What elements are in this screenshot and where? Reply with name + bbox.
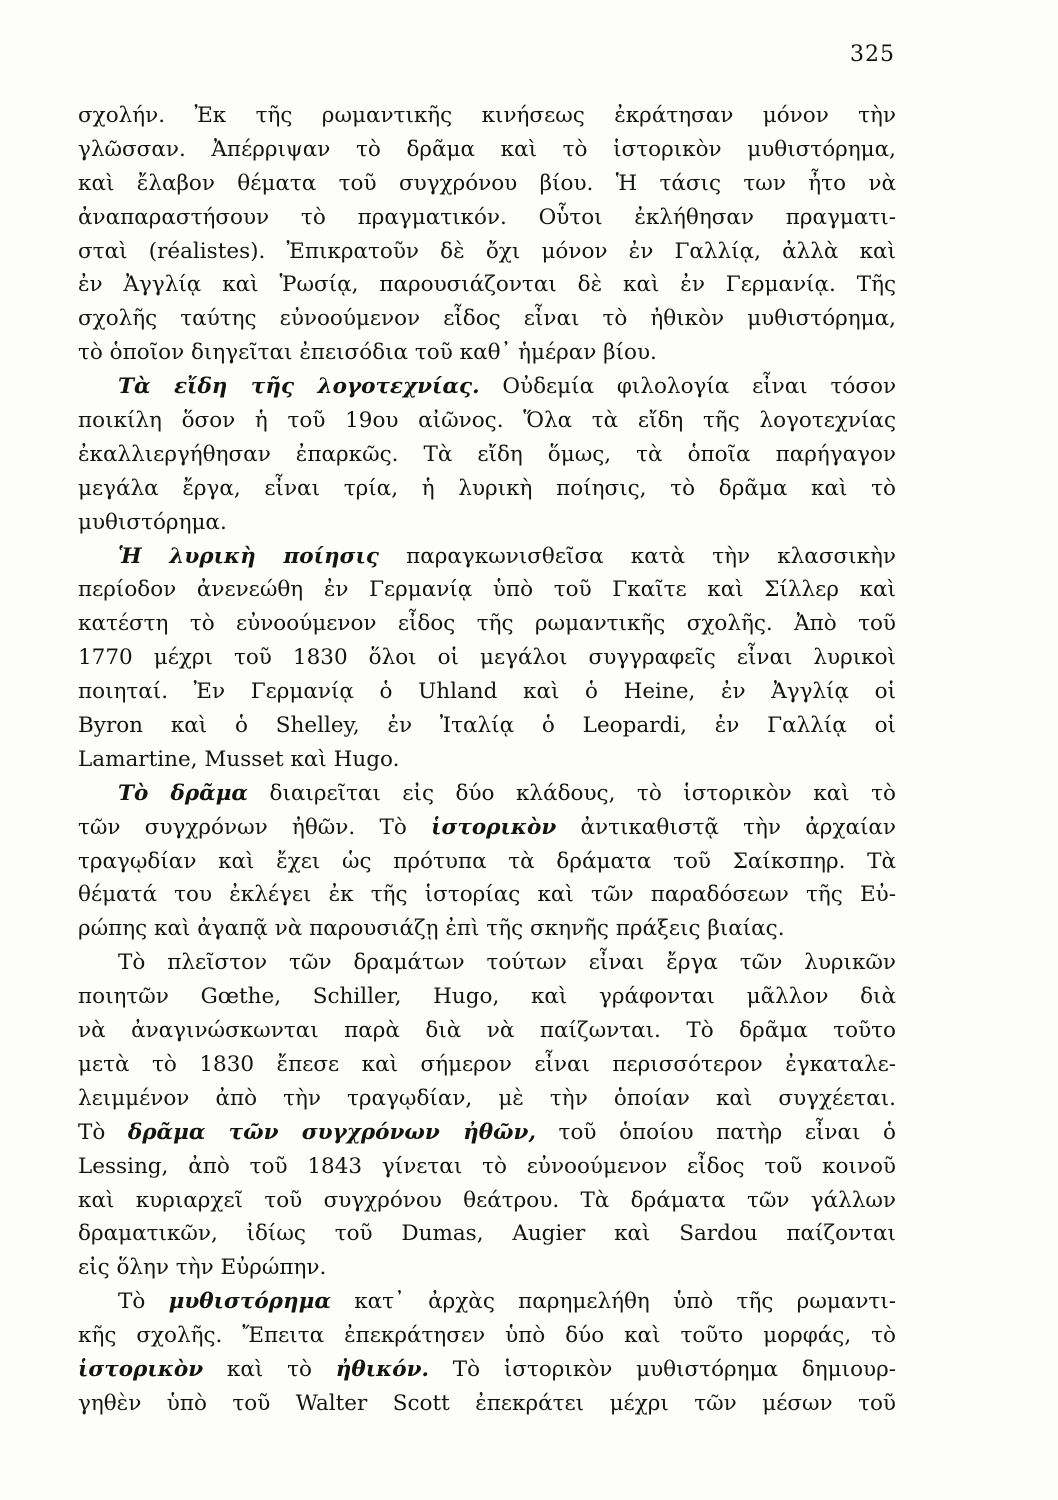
text-segment: ἐκαλλιεργήθησαν ἐπαρκῶς. Τὰ εἴδη ὅμως, τὰ ὁποῖα παρήγαγον [78,441,896,467]
text-line [78,675,896,709]
text-line [78,133,896,167]
text-segment: δραματικῶν, ἰδίως τοῦ Dumas, Augier καὶ Sardou παίζονται [78,1221,896,1247]
text-line [78,336,896,370]
text-segment: λειμμένον ἀπὸ τὴν τραγῳδίαν, μὲ τὴν ὁποίαν καὶ συγχέεται. [78,1085,896,1111]
text-segment: ἀναπαραστήσουν τὸ πραγματικόν. Οὗτοι ἐκλήθησαν πραγματι- [78,204,896,230]
text-segment: γλῶσσαν. Ἀπέρριψαν τὸ δρᾶμα καὶ τὸ ἱστορικὸν μυθιστόρημα, [78,136,896,162]
text-segment: ποικίλη ὅσον ἡ τοῦ 19ου αἰῶνος. Ὅλα τὰ εἴδη τῆς λογοτεχνίας [78,408,896,434]
text-segment: Τὸ πλεῖστον τῶν δραμάτων τούτων εἶναι ἔργα τῶν λυρικῶν [118,950,896,976]
text-line [78,1184,896,1218]
text-segment: καὶ τὸ [203,1356,336,1382]
text-segment: Τὸ [118,1289,169,1315]
emphasized-term: Τὸ δρᾶμα [118,780,248,806]
text-line [78,709,896,743]
text-line [78,641,896,675]
text-segment: σταὶ (réalistes). Ἐπικρατοῦν δὲ ὄχι μόνον ἐν Γαλλίᾳ, ἀλλὰ καὶ [78,238,896,264]
text-segment: εἰς ὅλην τὴν Εὐρώπην. [78,1255,327,1281]
text-segment: μυθιστόρημα. [78,509,227,535]
text-line [78,1251,896,1285]
text-line [78,1116,896,1150]
text-line [78,540,896,574]
text-segment: τοῦ ὁποίου πατὴρ εἶναι ὁ [535,1119,896,1145]
text-segment: ἀντικαθιστᾷ τὴν ἀρχαίαν [556,814,897,840]
text-line [78,1150,896,1184]
text-line [78,811,896,845]
emphasized-term: ἱστορικὸν [78,1356,204,1382]
text-line [78,1353,896,1387]
text-segment: ἐν Ἀγγλίᾳ καὶ Ῥωσίᾳ, παρουσιάζονται δὲ καὶ ἐν Γερμανίᾳ. Τῆς [78,272,896,298]
text-segment: 1770 μέχρι τοῦ 1830 ὅλοι οἱ μεγάλοι συγγραφεῖς εἶναι λυρικοὶ [78,645,896,671]
text-line [78,1082,896,1116]
text-segment: καὶ κυριαρχεῖ τοῦ συγχρόνου θεάτρου. Τὰ δράματα τῶν γάλλων [78,1187,896,1213]
body-text [78,99,896,1421]
text-line [78,506,896,540]
text-segment: ρώπης καὶ ἀγαπᾷ νὰ παρουσιάζῃ ἐπὶ τῆς σκηνῆς πράξεις βιαίας. [78,916,785,942]
text-segment: Lamartine, Musset καὶ Hugo. [78,746,400,772]
text-line [78,1387,896,1421]
text-segment: διαιρεῖται εἰς δύο κλάδους, τὸ ἱστορικὸν καὶ τὸ [247,780,897,806]
text-line [78,302,896,336]
emphasized-term: δρᾶμα τῶν συγχρόνων ἠθῶν, [127,1119,536,1145]
text-line [78,573,896,607]
text-segment: Τὸ [78,1119,128,1145]
text-segment: τραγῳδίαν καὶ ἔχει ὡς πρότυπα τὰ δράματα τοῦ Σαίκσπηρ. Τὰ [78,848,896,874]
text-line [78,438,896,472]
text-segment: κατέστη τὸ εὐνοούμενον εἶδος τῆς ρωμαντικῆς σχολῆς. Ἀπὸ τοῦ [78,611,896,637]
text-segment: μεγάλα ἔργα, εἶναι τρία, ἡ λυρικὴ ποίησις, τὸ δρᾶμα καὶ τὸ [78,475,896,501]
text-line [78,1319,896,1353]
page-number: 325 [850,42,895,67]
text-segment: σχολῆς ταύτης εὐνοούμενον εἶδος εἶναι τὸ ἠθικὸν μυθιστόρημα, [78,306,896,332]
text-line [78,167,896,201]
text-segment: Οὐδεμία φιλολογία εἶναι τόσον [479,374,897,400]
text-line [78,878,896,912]
emphasized-term: Τὰ εἴδη τῆς λογοτεχνίας. [118,374,480,400]
emphasized-term: Ἡ λυρικὴ ποίησις [118,543,379,569]
text-line [78,1285,896,1319]
text-line [78,1217,896,1251]
text-line [78,472,896,506]
text-segment: τὸ ὁποῖον διηγεῖται ἐπεισόδια τοῦ καθ᾽ ἡμέραν βίου. [78,340,657,366]
text-line [78,845,896,879]
text-line [78,1048,896,1082]
text-segment: νὰ ἀναγινώσκωνται παρὰ διὰ νὰ παίζωνται. Τὸ δρᾶμα τοῦτο [78,1018,896,1044]
text-segment: περίοδον ἀνενεώθη ἐν Γερμανίᾳ ὑπὸ τοῦ Γκαῖτε καὶ Σίλλερ καὶ [78,577,896,603]
text-line [78,743,896,777]
text-line [78,99,896,133]
text-segment: ποιηταί. Ἐν Γερμανίᾳ ὁ Uhland καὶ ὁ Heine, ἐν Ἀγγλίᾳ οἱ [78,679,896,705]
text-line [78,607,896,641]
emphasized-term: μυθιστόρημα [168,1289,331,1315]
text-line [78,268,896,302]
emphasized-term: ἱστορικὸν [431,814,557,840]
text-segment: μετὰ τὸ 1830 ἔπεσε καὶ σήμερον εἶναι περισσότερον ἐγκαταλε- [78,1051,896,1077]
text-segment: παραγκωνισθεῖσα κατὰ τὴν κλασσικὴν [379,543,896,569]
text-segment: Lessing, ἀπὸ τοῦ 1843 γίνεται τὸ εὐνοούμενον εἶδος τοῦ κοινοῦ [78,1153,896,1179]
emphasized-term: ἠθικόν. [335,1356,429,1382]
text-line [78,1014,896,1048]
text-segment: καὶ ἔλαβον θέματα τοῦ συγχρόνου βίου. Ἡ τάσις των ἦτο νὰ [78,170,896,196]
text-segment: θέματά του ἐκλέγει ἐκ τῆς ἱστορίας καὶ τῶν παραδόσεων τῆς Εὐ- [78,882,896,908]
text-segment: σχολήν. Ἐκ τῆς ρωμαντικῆς κινήσεως ἐκράτησαν μόνον τὴν [78,103,896,128]
text-segment: τῶν συγχρόνων ἠθῶν. Τὸ [78,814,432,840]
text-line [78,201,896,235]
text-line [78,980,896,1014]
text-line [78,912,896,946]
text-line [78,235,896,269]
text-line [78,370,896,404]
text-segment: γηθὲν ὑπὸ τοῦ Walter Scott ἐπεκράτει μέχρι τῶν μέσων τοῦ [78,1390,896,1416]
text-segment: κῆς σχολῆς. Ἔπειτα ἐπεκράτησεν ὑπὸ δύο καὶ τοῦτο μορφάς, τὸ [78,1323,896,1349]
text-line [78,777,896,811]
text-segment: Τὸ ἱστορικὸν μυθιστόρημα δημιουρ- [428,1356,896,1382]
text-segment: Byron καὶ ὁ Shelley, ἐν Ἰταλίᾳ ὁ Leopardi, ἐν Γαλλίᾳ οἱ [78,713,896,739]
text-segment: κατ᾽ ἀρχὰς παρημελήθη ὑπὸ τῆς ρωμαντι- [330,1289,897,1315]
text-line [78,946,896,980]
text-line [78,404,896,438]
text-segment: ποιητῶν Gœthe, Schiller, Hugo, καὶ γράφονται μᾶλλον διὰ [78,984,896,1010]
